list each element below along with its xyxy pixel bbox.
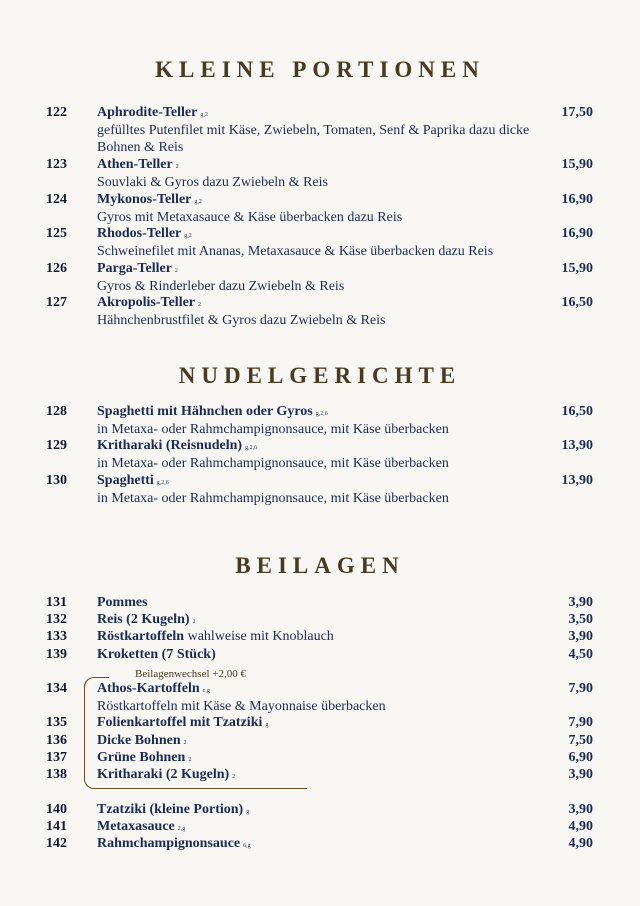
item-name — [97, 629, 334, 645]
allergen-codes: 2 — [174, 268, 178, 274]
item-number: 133 — [46, 629, 67, 644]
allergen-codes: 2 — [175, 164, 179, 170]
allergen-codes: g,2 — [194, 199, 202, 205]
item-price: 3,90 — [568, 802, 593, 817]
item-name — [97, 473, 169, 489]
item-number: 141 — [46, 819, 67, 834]
item-price: 13,90 — [561, 473, 593, 488]
item-price: 13,90 — [561, 438, 593, 453]
item-number: 126 — [46, 261, 67, 276]
item-description: Schweinefilet mit Ananas, Metaxasauce & Käse überbacken dazu Reis — [97, 244, 494, 259]
section-title-beilagen: BEILAGEN — [235, 553, 405, 578]
item-name-text: Tzatziki (kleine Portion) — [97, 802, 244, 817]
allergen-codes: g — [246, 809, 250, 815]
section-title-nudelgerichte: NUDELGERICHTE — [178, 363, 462, 388]
allergen-codes: 2 — [192, 619, 196, 625]
item-name — [97, 595, 148, 611]
item-name — [97, 295, 201, 311]
item-name — [97, 261, 178, 277]
item-name-text: Pommes — [97, 595, 148, 610]
item-number: 139 — [46, 647, 67, 662]
item-number: 136 — [46, 733, 67, 748]
item-name-text: Kritharaki (2 Kugeln) — [97, 767, 230, 782]
allergen-codes: g,2 — [200, 112, 208, 118]
item-description: Hähnchenbrustfilet & Gyros dazu Zwiebeln & Reis — [97, 313, 386, 328]
item-price: 3,50 — [568, 612, 593, 627]
allergen-codes: 6,g — [243, 843, 251, 849]
allergen-codes: g — [265, 722, 269, 728]
item-name-text: Athen-Teller — [97, 157, 173, 172]
item-name — [97, 647, 216, 663]
item-number: 129 — [46, 438, 67, 453]
item-name-text: Spaghetti — [97, 473, 154, 488]
item-name — [97, 802, 249, 818]
allergen-codes: g,2 — [184, 233, 192, 239]
item-price: 7,90 — [568, 681, 593, 696]
item-name-text: Röstkartoffeln — [97, 629, 185, 644]
item-price: 16,50 — [561, 404, 593, 419]
item-name — [97, 226, 192, 242]
item-name-text: Reis (2 Kugeln) — [97, 612, 190, 627]
item-number: 123 — [46, 157, 67, 172]
allergen-codes: 2 — [198, 302, 202, 308]
item-price: 15,90 — [561, 157, 593, 172]
item-description: Souvlaki & Gyros dazu Zwiebeln & Reis — [97, 175, 328, 190]
allergen-codes: g,2,6 — [156, 480, 169, 486]
allergen-codes: 2 — [232, 774, 236, 780]
item-number: 125 — [46, 226, 67, 241]
allergen-codes: 2 — [183, 740, 187, 746]
item-number: 122 — [46, 105, 67, 120]
item-name-text: Metaxasauce — [97, 819, 175, 834]
item-description: in Metaxa- oder Rahmchampignonsauce, mit Käse überbacken — [97, 422, 449, 437]
item-number: 132 — [46, 612, 67, 627]
item-name — [97, 404, 328, 420]
item-price: 7,50 — [568, 733, 593, 748]
item-price: 16,50 — [561, 295, 593, 310]
item-price: 4,90 — [568, 819, 593, 834]
item-number: 135 — [46, 715, 67, 730]
item-description: Gyros mit Metaxasauce & Käse überbacken dazu Reis — [97, 210, 403, 225]
allergen-codes: c,g — [202, 688, 210, 694]
item-description: Gyros & Rinderleber dazu Zwiebeln & Reis — [97, 279, 345, 294]
item-name-text: Athos-Kartoffeln — [97, 681, 200, 696]
beilagen-swap-note: Beilagenwechsel +2,00 € — [135, 668, 246, 680]
item-number: 124 — [46, 192, 67, 207]
item-description: in Metaxa- oder Rahmchampignonsauce, mit Käse überbacken — [97, 456, 449, 471]
item-price: 4,90 — [568, 836, 593, 851]
item-number: 138 — [46, 767, 67, 782]
section-title-kleine-portionen: KLEINE PORTIONEN — [155, 57, 485, 82]
allergen-codes: 2 — [188, 757, 192, 763]
item-name-text: Parga-Teller — [97, 261, 172, 276]
item-price: 3,90 — [568, 629, 593, 644]
item-number: 127 — [46, 295, 67, 310]
item-price: 17,50 — [561, 105, 593, 120]
item-price: 15,90 — [561, 261, 593, 276]
item-name-text: Folienkartoffel mit Tzatziki — [97, 715, 263, 730]
item-number: 130 — [46, 473, 67, 488]
item-name-text: Rhodos-Teller — [97, 226, 182, 241]
item-number: 134 — [46, 681, 67, 696]
item-name — [97, 612, 196, 628]
item-name-text: Akropolis-Teller — [97, 295, 196, 310]
item-name-text: Spaghetti mit Hähnchen oder Gyros — [97, 404, 313, 419]
item-note: wahlweise mit Knoblauch — [187, 629, 334, 644]
item-description: Röstkartoffeln mit Käse & Mayonnaise überbacken — [97, 699, 386, 714]
item-price: 6,90 — [568, 750, 593, 765]
item-name-text: Rahmchampignonsauce — [97, 836, 241, 851]
item-price: 7,90 — [568, 715, 593, 730]
item-name-text: Kroketten (7 Stück) — [97, 647, 216, 662]
item-number: 142 — [46, 836, 67, 851]
item-price: 4,50 — [568, 647, 593, 662]
item-number: 137 — [46, 750, 67, 765]
item-name-text: Kritharaki (Reisnudeln) — [97, 438, 243, 453]
item-price: 16,90 — [561, 226, 593, 241]
beilagen-swap-bracket — [84, 677, 307, 789]
item-name — [97, 157, 179, 173]
item-description: gefülltes Putenfilet mit Käse, Zwiebeln, Tomaten, Senf & Paprika dazu dicke Bohnen & Reis — [97, 123, 530, 155]
item-name — [97, 819, 185, 835]
item-price: 16,90 — [561, 192, 593, 207]
item-number: 140 — [46, 802, 67, 817]
item-price: 3,90 — [568, 767, 593, 782]
item-price: 3,90 — [568, 595, 593, 610]
item-name-text: Mykonos-Teller — [97, 192, 192, 207]
item-description: in Metaxa- oder Rahmchampignonsauce, mit Käse überbacken — [97, 491, 449, 506]
item-name — [97, 105, 208, 121]
item-name — [97, 192, 202, 208]
allergen-codes: 2,g — [177, 826, 186, 832]
item-name — [97, 836, 251, 852]
item-name-text: Grüne Bohnen — [97, 750, 186, 765]
allergen-codes: g,2,6 — [315, 411, 328, 417]
item-name — [97, 438, 257, 454]
allergen-codes: g,2,6 — [245, 445, 258, 451]
item-name-text: Aphrodite-Teller — [97, 105, 198, 120]
item-name-text: Dicke Bohnen — [97, 733, 181, 748]
item-number: 128 — [46, 404, 67, 419]
item-number: 131 — [46, 595, 67, 610]
